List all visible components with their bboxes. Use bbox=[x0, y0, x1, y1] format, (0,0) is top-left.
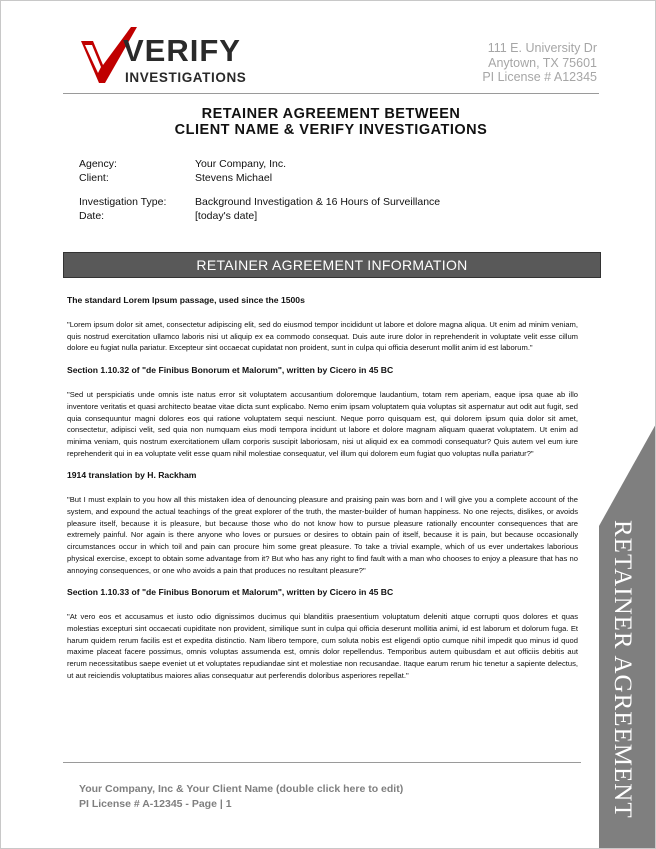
section-banner: RETAINER AGREEMENT INFORMATION bbox=[63, 252, 601, 278]
client-label: Client: bbox=[79, 172, 109, 184]
address-line-1: 111 E. University Dr bbox=[487, 41, 597, 55]
company-address bbox=[482, 41, 597, 85]
date-value[interactable]: [today's date] bbox=[195, 210, 258, 222]
investigation-type-label: Investigation Type: bbox=[79, 196, 167, 208]
company-logo bbox=[79, 27, 269, 87]
address-line-3: PI License # A12345 bbox=[482, 70, 597, 84]
section-paragraph: "At vero eos et accusamus et iusto odio dignissimos ducimus qui blanditiis praesentium voluptatum deleniti atque corrupti quos dolores et quas molestias excepturi sint occaecati cupiditate non provident, similique sunt in culpa qui officia deserunt mollitia animi, id est laborum et dolorum fuga. Et harum quidem rerum facilis est et expedita distinctio. Nam libero tempore, cum soluta nobis est eligendi optio cumque nihil impedit quo minus id quod maxime placeat facere possimus, omnis voluptas assumenda est, omnis dolor repellendus. Temporibus autem quibusdam et aut officiis debitis aut rerum necessitatibus saepe eveniet ut et voluptates repudiandae sint et molestiae non recusandae. Itaque earum rerum hic tenetur a sapiente delectus, ut aut reiciendis voluptatibus maiores alias consequatur aut perferendis doloribus asperiores repellat." bbox=[67, 612, 578, 680]
agency-label: Agency: bbox=[79, 158, 117, 170]
header-divider bbox=[63, 93, 599, 94]
title-line-2: CLIENT NAME & VERIFY INVESTIGATIONS bbox=[174, 122, 488, 138]
agency-row bbox=[79, 157, 440, 171]
agreement-body bbox=[67, 295, 578, 692]
address-line-2: Anytown, TX 75601 bbox=[488, 55, 597, 70]
date-row bbox=[79, 209, 440, 223]
footer-line-1[interactable]: Your Company, Inc & Your Client Name (double click here to edit) bbox=[79, 783, 404, 795]
section-paragraph: "Lorem ipsum dolor sit amet, consectetur adipiscing elit, sed do eiusmod tempor incididunt ut labore et dolore magna aliqua. Ut enim ad minim veniam, quis nostrud exercitation ullamco laboris nisi ut aliquip ex ea commodo consequat. Duis aute irure dolor in reprehenderit in voluptate velit esse cillum dolore eu fugiat nulla pariatur. Excepteur sint occaecat cupidatat non proident, sunt in culpa qui officia deserunt mollit anim id est laborum." bbox=[67, 320, 578, 353]
client-value[interactable]: Stevens Michael bbox=[195, 172, 273, 184]
date-label: Date: bbox=[79, 210, 105, 222]
sidebar-label: RETAINER AGREEMENT bbox=[609, 520, 636, 819]
section-paragraph: "Sed ut perspiciatis unde omnis iste natus error sit voluptatem accusantium doloremque laudantium, totam rem aperiam, eaque ipsa quae ab illo inventore veritatis et quasi architecto beatae vitae dicta sunt explicabo. Nemo enim ipsam voluptatem quia voluptas sit aspernatur aut odit aut fugit, sed quia consequuntur magni dolores eos qui ratione voluptatem sequi nesciunt. Neque porro quisquam est, qui dolorem ipsum quia dolor sit amet, consectetur, adipisci velit, sed quia non numquam eius modi tempora incidunt ut labore et dolore magnam aliquam quaerat voluptatem. Ut enim ad minima veniam, quis nostrum exercitationem ullam corporis suscipit laboriosam, nisi ut aliquid ex ea commodi consequatur? Quis autem vel eum iure reprehenderit qui in ea voluptate velit esse quam nihil molestiae consequatur, vel illum qui dolorem eum fugiat quo voluptas nulla pariatur?" bbox=[67, 390, 578, 458]
section-heading: The standard Lorem Ipsum passage, used since the 1500s bbox=[67, 295, 305, 305]
document-title bbox=[63, 106, 599, 138]
page-footer[interactable] bbox=[79, 782, 403, 812]
logo-name-top: VERIFY bbox=[123, 33, 241, 68]
logo-name-bottom: INVESTIGATIONS bbox=[125, 70, 247, 85]
footer-line-2: PI License # A-12345 - Page | 1 bbox=[79, 798, 232, 810]
footer-divider bbox=[63, 762, 581, 763]
agency-value[interactable]: Your Company, Inc. bbox=[195, 158, 287, 170]
client-row bbox=[79, 171, 440, 185]
section-heading: Section 1.10.33 of "de Finibus Bonorum et Malorum", written by Cicero in 45 BC bbox=[67, 587, 394, 598]
agreement-info bbox=[79, 157, 440, 223]
investigation-type-value[interactable]: Background Investigation & 16 Hours of Surveillance bbox=[195, 196, 441, 208]
section-paragraph: "But I must explain to you how all this mistaken idea of denouncing pleasure and praising pain was born and I will give you a complete account of the system, and expound the actual teachings of the great explorer of the truth, the master-builder of human happiness. No one rejects, dislikes, or avoids pleasure itself, because it is pleasure, but because those who do not know how to pursue pleasure rationally encounter consequences that are extremely painful. Nor again is there anyone who loves or pursues or desires to obtain pain of itself, because it is pain, but because occasionally circumstances occur in which toil and pain can procure him some great pleasure. To take a trivial example, which of us ever undertakes laborious physical exercise, except to obtain some advantage from it? But who has any right to find fault with a man who chooses to enjoy a pleasure that has no annoying consequences, or one who avoids a pain that produces no resultant pleasure?" bbox=[67, 495, 578, 575]
section-heading: Section 1.10.32 of "de Finibus Bonorum et Malorum", written by Cicero in 45 BC bbox=[67, 365, 394, 376]
title-line-1: RETAINER AGREEMENT BETWEEN bbox=[201, 106, 461, 122]
section-heading: 1914 translation by H. Rackham bbox=[67, 470, 197, 481]
investigation-type-row bbox=[79, 195, 440, 209]
